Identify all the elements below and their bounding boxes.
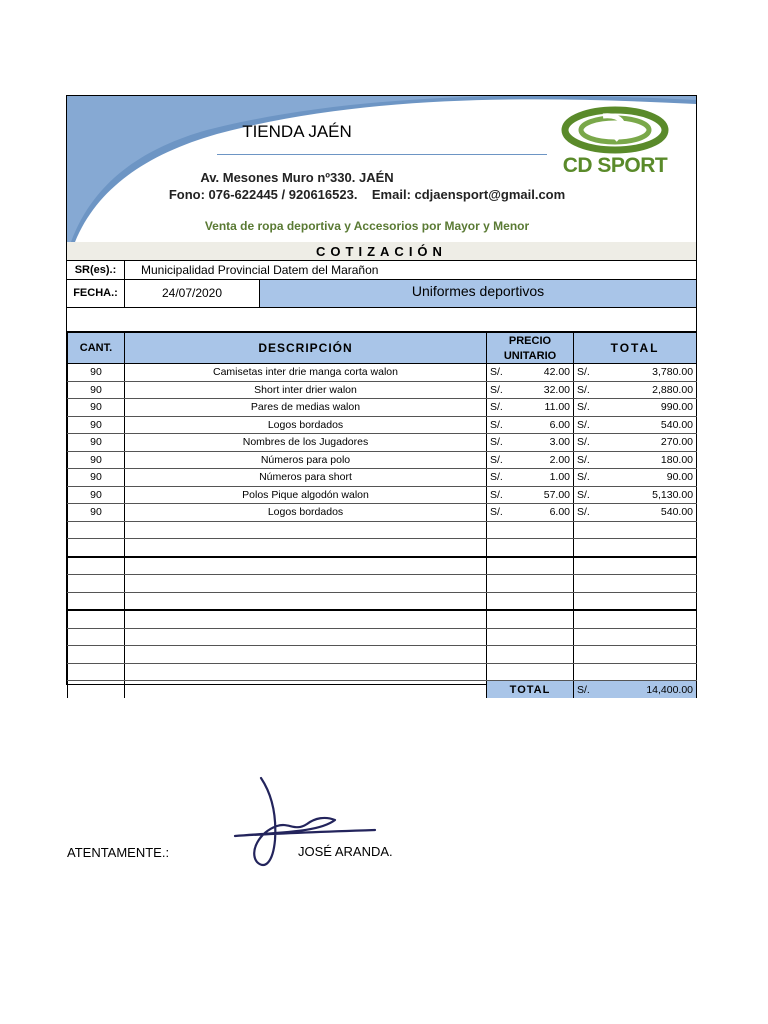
table-row bbox=[68, 557, 697, 575]
item-price-currency: S/. bbox=[487, 434, 511, 452]
item-description bbox=[125, 539, 487, 557]
item-price-currency: S/. bbox=[487, 399, 511, 417]
item-total-currency bbox=[574, 663, 598, 681]
table-row bbox=[68, 451, 697, 469]
item-total: 990.00 bbox=[598, 399, 697, 417]
grand-total-value: 14,400.00 bbox=[598, 681, 697, 699]
item-unit-price bbox=[511, 663, 574, 681]
item-description bbox=[125, 575, 487, 593]
item-total-currency: S/. bbox=[574, 399, 598, 417]
item-description: Nombres de los Jugadores bbox=[125, 434, 487, 452]
store-phone: Fono: 076-622445 / 920616523. bbox=[168, 187, 358, 202]
item-total bbox=[598, 521, 697, 539]
item-qty bbox=[68, 557, 125, 575]
item-qty bbox=[68, 592, 125, 610]
total-blank-desc bbox=[125, 681, 487, 699]
item-total bbox=[598, 575, 697, 593]
item-total-currency: S/. bbox=[574, 486, 598, 504]
table-row bbox=[68, 469, 697, 487]
cd-sport-logo-icon bbox=[559, 104, 671, 156]
item-total-currency: S/. bbox=[574, 381, 598, 399]
table-row bbox=[68, 539, 697, 557]
item-qty bbox=[68, 575, 125, 593]
table-row bbox=[68, 416, 697, 434]
table-row bbox=[68, 434, 697, 452]
item-qty bbox=[68, 663, 125, 681]
table-row bbox=[68, 592, 697, 610]
logo-text: CD SPORT bbox=[562, 154, 668, 177]
item-qty: 90 bbox=[68, 399, 125, 417]
item-unit-price: 11.00 bbox=[511, 399, 574, 417]
client-row bbox=[67, 261, 696, 280]
item-description bbox=[125, 646, 487, 664]
item-description bbox=[125, 521, 487, 539]
total-label: TOTAL bbox=[487, 681, 574, 699]
grand-total-row bbox=[68, 681, 697, 699]
item-total-currency bbox=[574, 610, 598, 628]
item-qty bbox=[68, 646, 125, 664]
closing-label: ATENTAMENTE.: bbox=[67, 845, 170, 860]
table-row bbox=[68, 663, 697, 681]
item-price-currency: S/. bbox=[487, 504, 511, 522]
signer-name: JOSÉ ARANDA. bbox=[298, 844, 393, 859]
item-total: 2,880.00 bbox=[598, 381, 697, 399]
date-row bbox=[67, 280, 696, 308]
items-table bbox=[67, 332, 697, 698]
item-description bbox=[125, 663, 487, 681]
item-description bbox=[125, 592, 487, 610]
item-price-currency: S/. bbox=[487, 381, 511, 399]
item-unit-price bbox=[511, 557, 574, 575]
item-total: 90.00 bbox=[598, 469, 697, 487]
item-total bbox=[598, 592, 697, 610]
item-total bbox=[598, 539, 697, 557]
item-price-currency bbox=[487, 575, 511, 593]
item-description: Short inter drier walon bbox=[125, 381, 487, 399]
item-qty: 90 bbox=[68, 451, 125, 469]
signature-image bbox=[225, 770, 405, 880]
table-row bbox=[68, 628, 697, 646]
table-row bbox=[68, 646, 697, 664]
item-price-currency bbox=[487, 646, 511, 664]
table-row bbox=[68, 521, 697, 539]
item-unit-price: 6.00 bbox=[511, 416, 574, 434]
table-row bbox=[68, 486, 697, 504]
item-total-currency: S/. bbox=[574, 364, 598, 382]
item-total bbox=[598, 557, 697, 575]
store-email: Email: cdjaensport@gmail.com bbox=[371, 187, 566, 202]
client-name: Municipalidad Provincial Datem del Marañon bbox=[141, 263, 379, 277]
item-unit-price: 57.00 bbox=[511, 486, 574, 504]
item-total-currency bbox=[574, 592, 598, 610]
item-unit-price bbox=[511, 592, 574, 610]
item-price-currency bbox=[487, 592, 511, 610]
total-currency: S/. bbox=[574, 681, 598, 699]
item-unit-price bbox=[511, 521, 574, 539]
item-description bbox=[125, 610, 487, 628]
table-row bbox=[68, 575, 697, 593]
quote-subject: Uniformes deportivos bbox=[260, 280, 696, 307]
item-unit-price bbox=[511, 539, 574, 557]
item-total-currency bbox=[574, 646, 598, 664]
item-qty: 90 bbox=[68, 381, 125, 399]
item-price-currency: S/. bbox=[487, 451, 511, 469]
table-row bbox=[68, 399, 697, 417]
table-row bbox=[68, 610, 697, 628]
item-unit-price bbox=[511, 610, 574, 628]
date-value: 24/07/2020 bbox=[125, 280, 260, 307]
client-label: SR(es).: bbox=[67, 261, 125, 279]
item-qty: 90 bbox=[68, 469, 125, 487]
item-total-currency: S/. bbox=[574, 504, 598, 522]
item-total: 3,780.00 bbox=[598, 364, 697, 382]
item-description bbox=[125, 557, 487, 575]
item-price-currency bbox=[487, 539, 511, 557]
item-unit-price bbox=[511, 628, 574, 646]
header-qty: CANT. bbox=[68, 333, 125, 364]
header-description: DESCRIPCIÓN bbox=[125, 333, 487, 364]
header-divider bbox=[217, 154, 547, 155]
item-qty: 90 bbox=[68, 434, 125, 452]
item-unit-price: 42.00 bbox=[511, 364, 574, 382]
item-total bbox=[598, 610, 697, 628]
item-qty bbox=[68, 539, 125, 557]
item-qty bbox=[68, 521, 125, 539]
item-total bbox=[598, 646, 697, 664]
item-unit-price bbox=[511, 575, 574, 593]
spacer-row bbox=[67, 308, 696, 332]
item-price-currency bbox=[487, 663, 511, 681]
item-qty: 90 bbox=[68, 486, 125, 504]
item-description: Logos bordados bbox=[125, 504, 487, 522]
date-label: FECHA.: bbox=[67, 280, 125, 307]
item-description: Pares de medias walon bbox=[125, 399, 487, 417]
item-description: Camisetas inter drie manga corta walon bbox=[125, 364, 487, 382]
table-row bbox=[68, 504, 697, 522]
item-total: 180.00 bbox=[598, 451, 697, 469]
table-header-row bbox=[68, 333, 697, 364]
store-header bbox=[67, 96, 696, 243]
item-description bbox=[125, 628, 487, 646]
quotation-sheet bbox=[66, 95, 697, 696]
item-unit-price: 6.00 bbox=[511, 504, 574, 522]
item-qty bbox=[68, 628, 125, 646]
item-unit-price: 1.00 bbox=[511, 469, 574, 487]
quote-title: COTIZACIÓN bbox=[67, 242, 696, 261]
item-total: 5,130.00 bbox=[598, 486, 697, 504]
item-unit-price: 32.00 bbox=[511, 381, 574, 399]
item-total-currency: S/. bbox=[574, 451, 598, 469]
item-total-currency: S/. bbox=[574, 416, 598, 434]
item-qty bbox=[68, 610, 125, 628]
store-name: TIENDA JAÉN bbox=[242, 122, 352, 141]
item-total-currency: S/. bbox=[574, 469, 598, 487]
item-price-currency bbox=[487, 610, 511, 628]
item-qty: 90 bbox=[68, 364, 125, 382]
item-description: Logos bordados bbox=[125, 416, 487, 434]
store-tagline: Venta de ropa deportiva y Accesorios por Mayor y Menor bbox=[204, 219, 530, 233]
item-price-currency: S/. bbox=[487, 486, 511, 504]
item-price-currency: S/. bbox=[487, 364, 511, 382]
item-total-currency bbox=[574, 557, 598, 575]
item-total-currency bbox=[574, 575, 598, 593]
item-unit-price bbox=[511, 646, 574, 664]
item-price-currency: S/. bbox=[487, 416, 511, 434]
item-unit-price: 3.00 bbox=[511, 434, 574, 452]
item-unit-price: 2.00 bbox=[511, 451, 574, 469]
item-total bbox=[598, 628, 697, 646]
header-total: TOTAL bbox=[574, 333, 697, 364]
item-description: Números para polo bbox=[125, 451, 487, 469]
item-total: 540.00 bbox=[598, 504, 697, 522]
item-total bbox=[598, 663, 697, 681]
item-total-currency bbox=[574, 628, 598, 646]
item-total-currency bbox=[574, 521, 598, 539]
item-description: Polos Pique algodón walon bbox=[125, 486, 487, 504]
item-total: 270.00 bbox=[598, 434, 697, 452]
item-qty: 90 bbox=[68, 504, 125, 522]
store-contact bbox=[67, 187, 667, 202]
item-price-currency bbox=[487, 557, 511, 575]
table-row bbox=[68, 364, 697, 382]
item-description: Números para short bbox=[125, 469, 487, 487]
item-qty: 90 bbox=[68, 416, 125, 434]
item-total-currency: S/. bbox=[574, 434, 598, 452]
item-total-currency bbox=[574, 539, 598, 557]
item-price-currency bbox=[487, 628, 511, 646]
item-total: 540.00 bbox=[598, 416, 697, 434]
header-unit-price: PRECIO UNITARIO bbox=[487, 333, 574, 364]
store-address: Av. Mesones Muro nº330. JAÉN bbox=[200, 170, 394, 185]
table-row bbox=[68, 381, 697, 399]
item-price-currency: S/. bbox=[487, 469, 511, 487]
item-price-currency bbox=[487, 521, 511, 539]
total-blank-qty bbox=[68, 681, 125, 699]
